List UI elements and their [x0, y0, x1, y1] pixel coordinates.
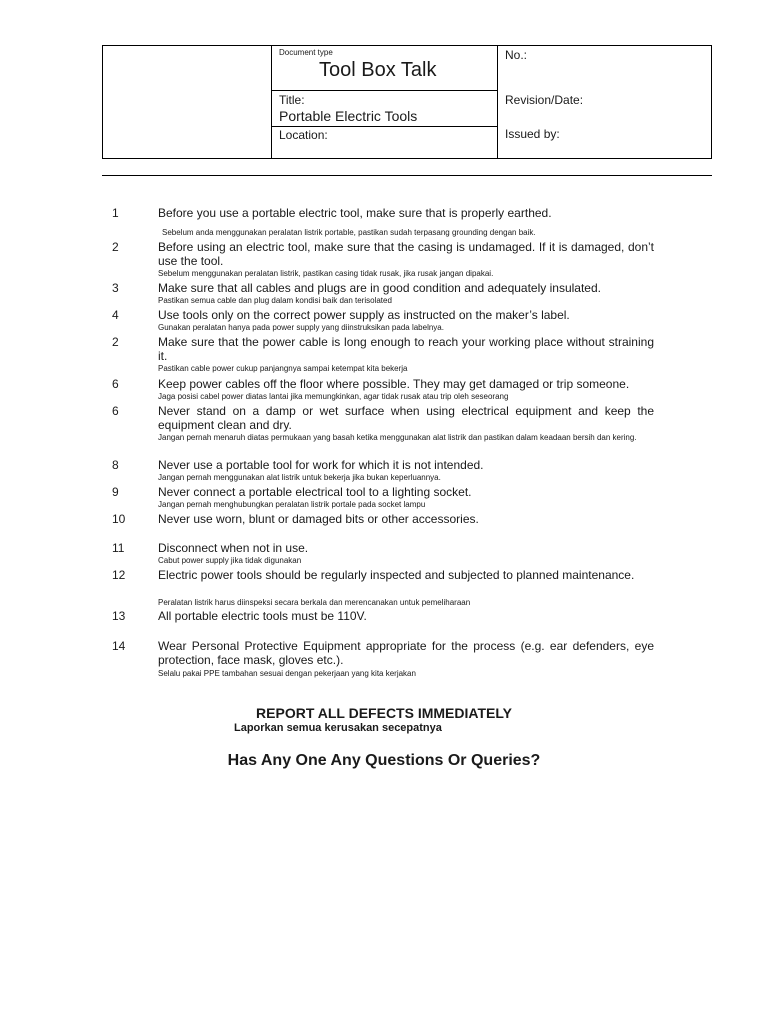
report-defects-heading: REPORT ALL DEFECTS IMMEDIATELY	[256, 705, 512, 721]
issued-by-label: Issued by:	[505, 127, 560, 141]
item-number: 1	[112, 206, 119, 220]
item-text-en: Never stand on a damp or wet surface when using electrical equipment and keep the equipment clean and dry.	[158, 404, 654, 432]
item-text-en: All portable electric tools must be 110V.	[158, 609, 367, 623]
item-text-id: Peralatan listrik harus diinspeksi secara berkala dan merencanakan untuk pemeliharaan	[158, 598, 471, 607]
item-text-en: Make sure that all cables and plugs are in good condition and adequately insulated.	[158, 281, 601, 295]
doc-type-value: Tool Box Talk	[319, 59, 437, 81]
item-text-en: Disconnect when not in use.	[158, 541, 309, 555]
item-text-id: Pastikan cable power cukup panjangnya sampai ketempat kita bekerja	[158, 364, 408, 373]
item-number: 9	[112, 485, 119, 499]
report-defects-subheading: Laporkan semua kerusakan secepatnya	[234, 722, 442, 734]
item-text-id: Sebelum anda menggunakan peralatan listrik portable, pastikan sudah terpasang grounding dengan baik.	[162, 228, 536, 237]
item-text-id: Jangan pernah menggunakan alat listrik untuk bekerja jika bukan keperluannya.	[158, 473, 441, 482]
item-text-id: Jangan pernah menghubungkan peralatan listrik portale pada socket lampu	[158, 500, 426, 509]
item-text-en: Use tools only on the correct power supply as instructed on the maker’s label.	[158, 308, 570, 322]
item-text-en: Keep power cables off the floor where possible. They may get damaged or trip someone.	[158, 377, 630, 391]
item-number: 8	[112, 458, 119, 472]
item-text-id: Sebelum menggunakan peralatan listrik, pastikan casing tidak rusak, jika rusak jangan dipakai.	[158, 269, 494, 278]
item-text-en: Never use a portable tool for work for which it is not intended.	[158, 458, 484, 472]
title-value: Portable Electric Tools	[279, 108, 418, 124]
item-number: 13	[112, 609, 126, 623]
item-number: 12	[112, 568, 126, 582]
title-label: Title:	[279, 93, 305, 107]
item-text-en: Never connect a portable electrical tool to a lighting socket.	[158, 485, 472, 499]
number-label: No.:	[505, 48, 528, 62]
header-divider	[271, 90, 497, 91]
item-number: 10	[112, 512, 126, 526]
item-text-id: Jangan pernah menaruh diatas permukaan yang basah ketika menggunakan alat listrik dan pastikan dalam keadaan bersih dan kering.	[158, 433, 637, 442]
item-text-id: Cabut power supply jika tidak digunakan	[158, 556, 302, 565]
item-text-en: Never use worn, blunt or damaged bits or other accessories.	[158, 512, 479, 526]
item-text-id: Jaga posisi cabel power diatas lantai jika memungkinkan, agar tidak rusak atau trip oleh seseorang	[158, 392, 509, 401]
item-text-en: Electric power tools should be regularly inspected and subjected to planned maintenance.	[158, 568, 635, 582]
item-number: 6	[112, 377, 119, 391]
header-divider	[497, 46, 498, 158]
revision-date-label: Revision/Date:	[505, 93, 584, 107]
header-divider	[271, 46, 272, 158]
item-text-id: Selalu pakai PPE tambahan sesuai dengan pekerjaan yang kita kerjakan	[158, 669, 416, 678]
document-header-table	[102, 45, 712, 159]
item-number: 11	[112, 541, 125, 555]
doc-type-label: Document type	[279, 48, 333, 57]
item-text-en: Before you use a portable electric tool, make sure that is properly earthed.	[158, 206, 552, 220]
item-text-en: Make sure that the power cable is long enough to reach your working place without straining it.	[158, 335, 654, 363]
location-label: Location:	[279, 128, 328, 142]
header-divider	[271, 126, 497, 127]
item-number: 4	[112, 308, 119, 322]
questions-prompt: Has Any One Any Questions Or Queries?	[227, 752, 541, 769]
item-text-id: Gunakan peralatan hanya pada power supply yang diinstruksikan pada labelnya.	[158, 323, 444, 332]
item-number: 2	[112, 240, 119, 254]
item-number: 6	[112, 404, 119, 418]
horizontal-rule	[102, 175, 712, 176]
item-number: 14	[112, 639, 126, 653]
item-text-en: Wear Personal Protective Equipment appropriate for the process (e.g. ear defenders, eye protection, face mask, gloves etc.).	[158, 639, 654, 667]
item-number: 2	[112, 335, 119, 349]
item-text-en: Before using an electric tool, make sure that the casing is undamaged. If it is damaged, don’t use the tool.	[158, 240, 654, 268]
item-text-id: Pastikan semua cable dan plug dalam kondisi baik dan terisolated	[158, 296, 392, 305]
item-number: 3	[112, 281, 119, 295]
